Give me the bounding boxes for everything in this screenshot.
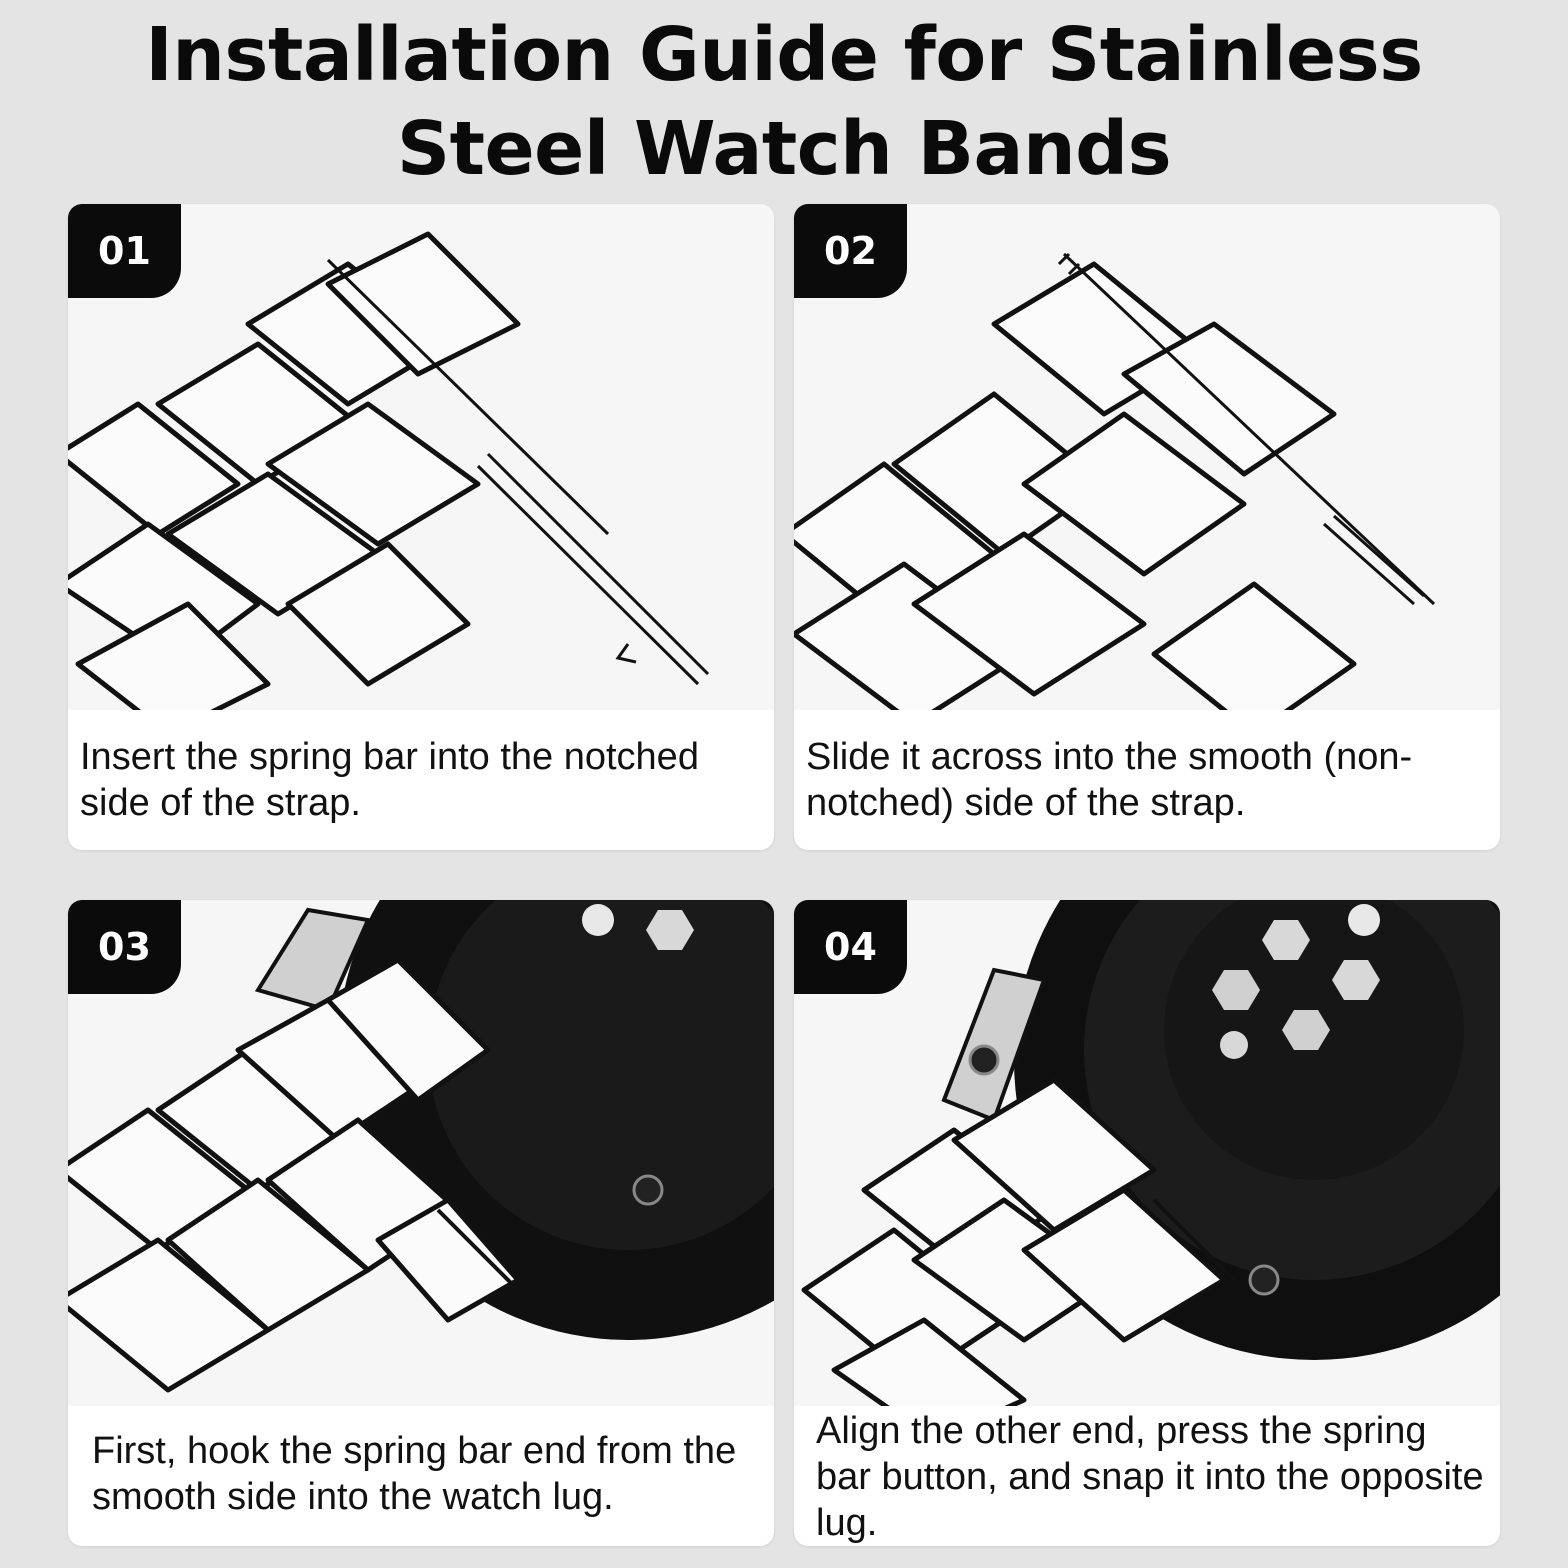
page-title-line-1: Installation Guide for Stainless — [145, 12, 1423, 98]
step-instruction: Slide it across into the smooth (non-notched) side of the strap. — [806, 736, 1413, 824]
step-instruction: First, hook the spring bar end from the smooth side into the watch lug. — [92, 1430, 737, 1518]
step-number-badge: 04 — [794, 900, 907, 994]
step-number-badge: 03 — [68, 900, 181, 994]
page-title-line-2: Steel Watch Bands — [396, 106, 1172, 192]
step-number-badge: 02 — [794, 204, 907, 298]
step-card-4 — [794, 900, 1500, 1546]
step-instruction: Align the other end, press the spring bar button, and snap it into the opposite lug. — [816, 1410, 1484, 1544]
page-title — [0, 8, 1568, 196]
step-card-2 — [794, 204, 1500, 850]
step-card-3 — [68, 900, 774, 1546]
step-number-badge: 01 — [68, 204, 181, 298]
step-instruction: Insert the spring bar into the notched side of the strap. — [80, 736, 699, 824]
step-card-1 — [68, 204, 774, 850]
